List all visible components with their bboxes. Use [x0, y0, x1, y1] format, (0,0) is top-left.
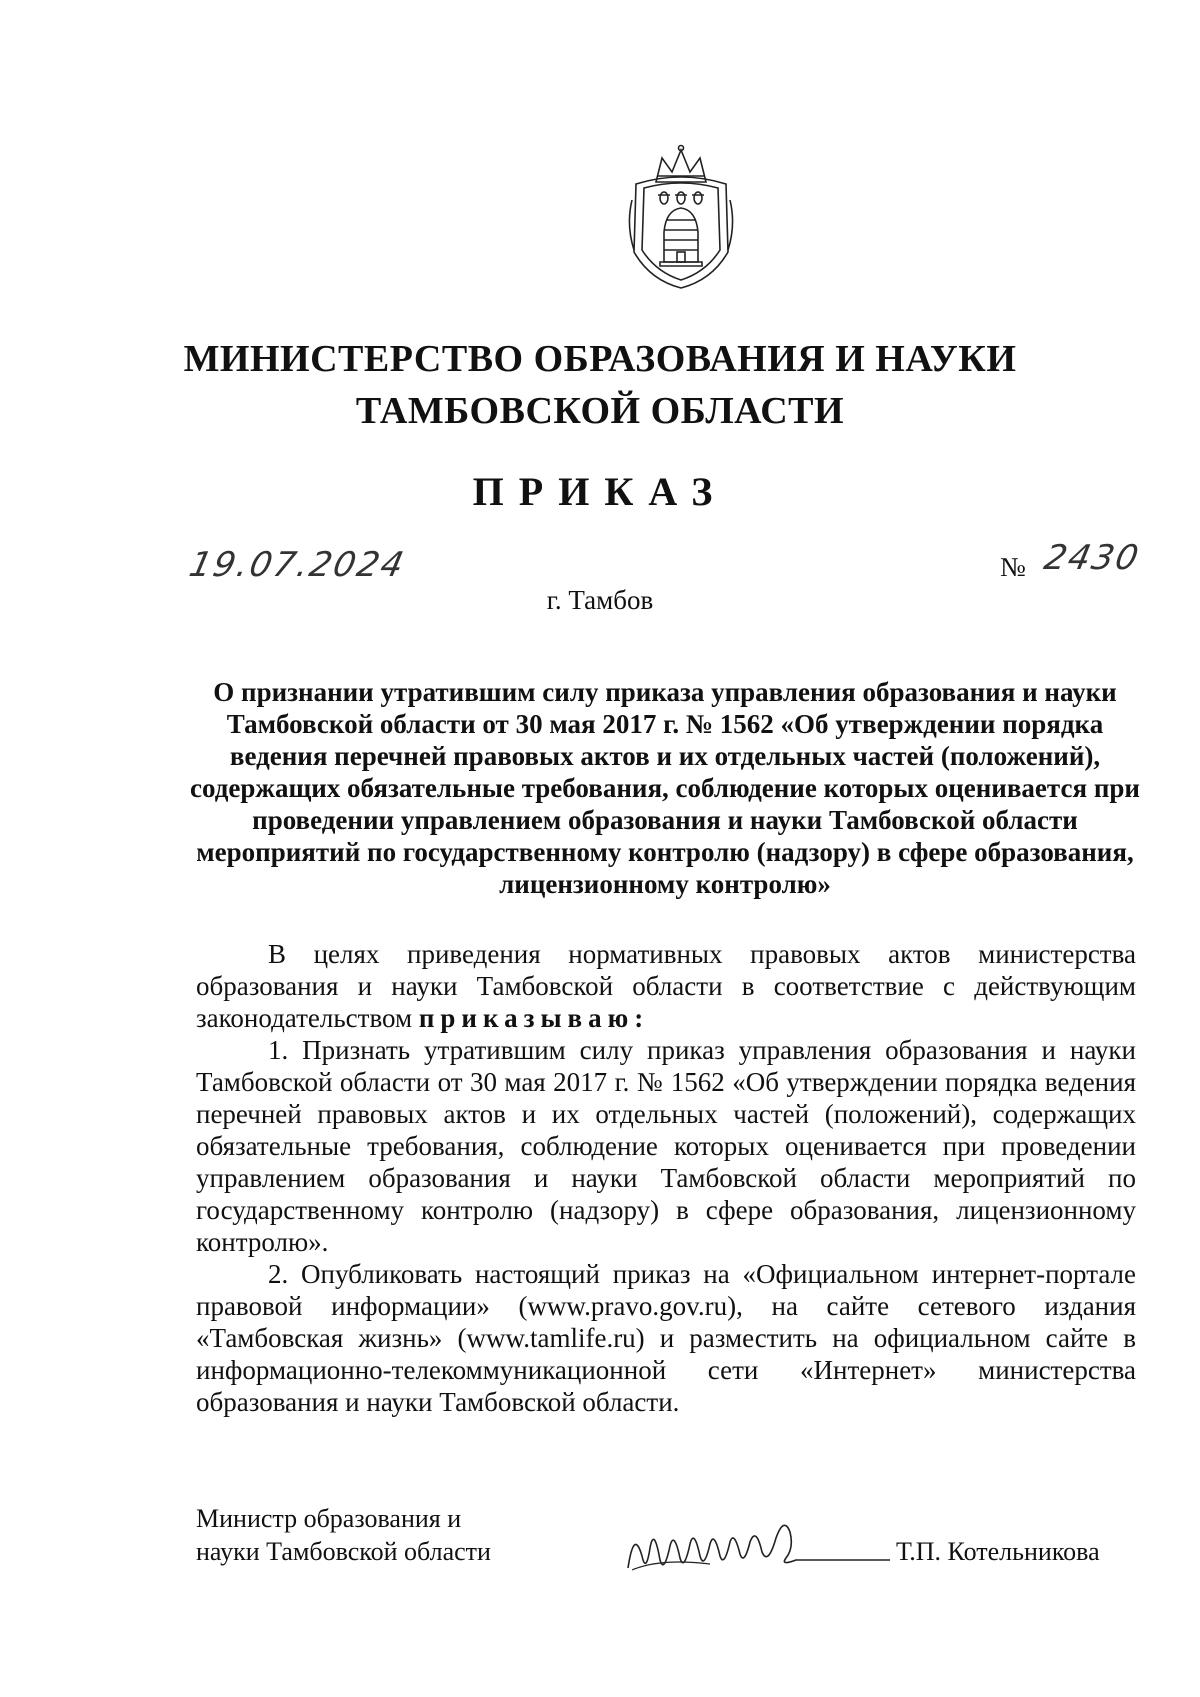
document-type-title: ПРИКАЗ — [472, 469, 728, 514]
order-number-label: № — [1000, 552, 1026, 582]
preamble-paragraph — [196, 938, 1136, 1034]
tambov-coat-of-arms-icon — [622, 140, 740, 290]
preamble-text: В целях приведения нормативных правовых актов министерства образования и науки Тамбовской области в соответствие с действующим законодательством — [196, 939, 1136, 1033]
handwritten-signature-icon — [620, 1508, 900, 1580]
ministry-name-line2: ТАМБОВСКОЙ ОБЛАСТИ — [355, 390, 845, 432]
signatory-name: Т.П. Котельникова — [896, 1537, 1100, 1566]
order-item-1: 1. Признать утратившим силу приказ управления образования и науки Тамбовской области от 30 мая 2017 г. № 1562 «Об утверждении порядка ведения перечней правовых актов и их отдельных частей (положений), содержащих обязательные требования, соблюдение которых оценивается при проведении управлением образования и науки Тамбовской области мероприятий по государственному контролю (надзору) в сфере образования, лицензионному контролю». — [196, 1035, 1136, 1257]
order-item-2: 2. Опубликовать настоящий приказ на «Официальном интернет-портале правовой информации» (www.pravo.gov.ru), на сайте сетевого издания «Тамбовская жизнь» (www.tamlife.ru) и разместить на официальном сайте в информационно-телекоммуникационной сети «Интернет» министерства образования и науки Тамбовской области. — [196, 1259, 1136, 1417]
order-number: 2430 — [1040, 538, 1144, 578]
signatory-title — [196, 1502, 556, 1568]
signatory-title-line2: науки Тамбовской области — [196, 1537, 491, 1566]
signatory-title-line1: Министр образования и — [196, 1504, 462, 1533]
order-date: 19.07.2024 — [185, 545, 409, 585]
order-word: приказываю: — [418, 1003, 650, 1033]
order-body — [196, 938, 1136, 1418]
ministry-name-line1: МИНИСТЕРСТВО ОБРАЗОВАНИЯ И НАУКИ — [183, 338, 1017, 380]
order-subject: О признании утратившим силу приказа управления образования и науки Тамбовской области от 30 мая 2017 г. № 1562 «Об утверждении порядка ведения перечней правовых актов и их отдельных частей (положений), содержащих обязательные требования, соблюдение которых оценивается при проведении управлением образования и науки Тамбовской области мероприятий по государственному контролю (надзору) в сфере образования, лицензионному контролю» — [190, 677, 1140, 899]
city: г. Тамбов — [546, 585, 654, 615]
